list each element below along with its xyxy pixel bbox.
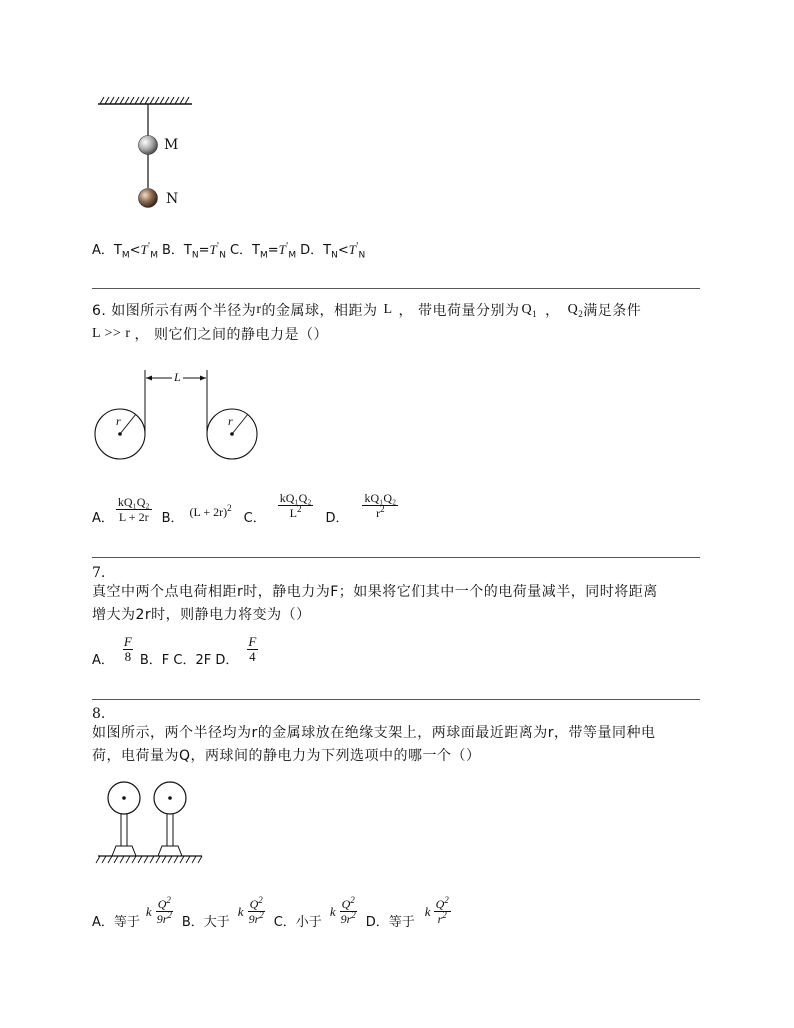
q8-option-c[interactable]: C．小于 k $\frac{Q^2}{9r^2}$ <box>273 895 356 930</box>
q6-option-d[interactable]: D． $\frac{\text{kQ₁Q₂}}{r^2}$ <box>325 491 397 526</box>
q7-option-a[interactable]: A． $\frac{F}{8}$ <box>92 634 132 668</box>
q8-options <box>92 884 453 930</box>
q8-stem-line1: 如图所示，两个半径均为r的金属球放在绝缘支架上，两球面最近距离为r，带等量同种电 <box>92 725 656 741</box>
q7-options-bcd[interactable]: B．F C．2F D． <box>139 653 239 668</box>
q6-stem-line2: L >> r ， 则它们之间的静电力是（） <box>92 326 328 343</box>
fig-label-r-right: r <box>228 414 233 428</box>
divider-2 <box>92 557 700 558</box>
divider-3 <box>92 699 700 700</box>
q6-stem-line1: 6. 如图所示有两个半径为 r 的金属球，相距为 L ， 带电荷量分别为 $Q_1$ ， $Q_2$ 满足条件 <box>92 302 642 319</box>
q6-option-b[interactable]: B． $(L + 2r)^2$ <box>161 503 232 526</box>
pendulum-figure <box>92 92 202 212</box>
q5-option-a[interactable]: A．$T_M<T'_M$ <box>92 241 158 261</box>
q5-options <box>92 230 366 261</box>
fig-label-L: L <box>174 370 181 384</box>
ball-n <box>139 189 158 208</box>
q8-option-d[interactable]: D．等于 k $\frac{Q^2}{r^2}$ <box>365 895 449 930</box>
q7-stem-line2: 增大为2r时，则静电力将变为（） <box>92 607 311 623</box>
q7-stem-line1: 真空中两个点电荷相距r时，静电力为F；如果将它们其中一个的电荷量减半，同时将距离 <box>92 584 658 600</box>
divider-1 <box>92 288 700 289</box>
q8-option-b[interactable]: B．大于 k $\frac{Q^2}{9r^2}$ <box>181 895 264 930</box>
label-n: N <box>166 191 179 207</box>
q8-stem-line2: 荷，电荷量为Q，两球间的静电力为下列选项中的哪一个（） <box>92 748 481 764</box>
label-m: M <box>164 137 179 153</box>
q7-options <box>92 626 262 668</box>
q8-option-a[interactable]: A．等于 k $\frac{Q^2}{9r^2}$ <box>92 895 172 930</box>
q5-option-c[interactable]: C．$T_M=T'_M$ <box>229 241 297 261</box>
fig-label-r-left: r <box>116 414 121 428</box>
q5-option-b[interactable]: B．$T_N=T'_N$ <box>162 241 226 261</box>
q7-option-d-value[interactable]: $\frac{F}{4}$ <box>248 634 257 664</box>
q6-option-a[interactable]: A． $\frac{\text{kQ₁Q₂}}{L + 2r}$ <box>92 495 150 526</box>
q6-options <box>92 484 402 526</box>
q5-option-d[interactable]: D．$T_N<T'_N$ <box>300 241 366 261</box>
q8-number: 8. <box>92 706 106 722</box>
insulated-stands-figure <box>92 780 212 872</box>
q7-number: 7. <box>92 565 106 581</box>
ball-m <box>139 136 158 155</box>
q6-option-c[interactable]: C． $\frac{\text{kQ₁Q₂}}{L^2}$ <box>243 491 312 526</box>
